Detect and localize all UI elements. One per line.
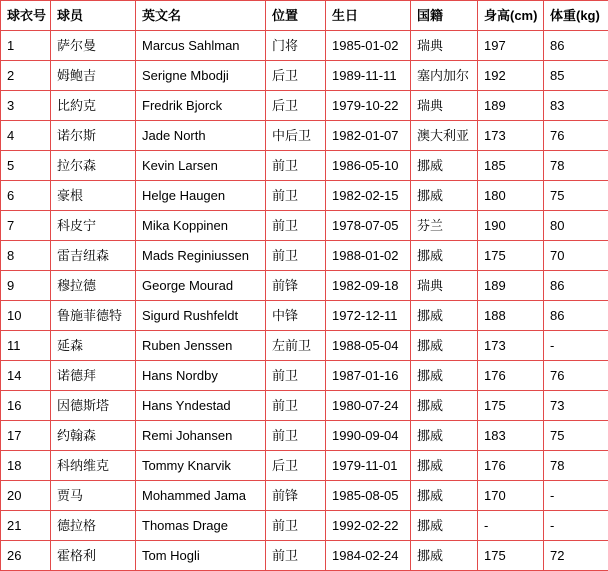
cell-height: 170 [478,481,544,511]
cell-birthday: 1982-01-07 [326,121,411,151]
cell-position: 后卫 [266,61,326,91]
cell-birthday: 1985-08-05 [326,481,411,511]
cell-height: 176 [478,361,544,391]
cell-weight: 78 [544,151,608,181]
cell-position: 前卫 [266,541,326,571]
cell-player: 科纳维克 [51,451,136,481]
cell-english-name: Mads Reginiussen [136,241,266,271]
cell-player: 雷吉纽森 [51,241,136,271]
cell-english-name: Hans Nordby [136,361,266,391]
cell-nationality: 挪威 [411,481,478,511]
cell-jersey-number: 9 [1,271,51,301]
cell-jersey-number: 8 [1,241,51,271]
cell-position: 前锋 [266,481,326,511]
cell-height: 175 [478,241,544,271]
cell-height: 188 [478,301,544,331]
cell-player: 因德斯塔 [51,391,136,421]
cell-height: 176 [478,451,544,481]
table-row [1,271,608,301]
cell-position: 后卫 [266,451,326,481]
cell-height: 190 [478,211,544,241]
table-row [1,391,608,421]
cell-weight: 78 [544,451,608,481]
cell-player: 德拉格 [51,511,136,541]
table-row [1,61,608,91]
cell-weight: - [544,331,608,361]
cell-height: 183 [478,421,544,451]
column-header-english-name: 英文名 [136,1,266,31]
cell-height: 189 [478,271,544,301]
cell-birthday: 1990-09-04 [326,421,411,451]
cell-english-name: Thomas Drage [136,511,266,541]
cell-birthday: 1982-09-18 [326,271,411,301]
cell-weight: 72 [544,541,608,571]
cell-height: - [478,511,544,541]
cell-position: 前卫 [266,421,326,451]
cell-player: 科皮宁 [51,211,136,241]
cell-weight: 83 [544,91,608,121]
table-row [1,91,608,121]
cell-english-name: Remi Johansen [136,421,266,451]
cell-nationality: 挪威 [411,151,478,181]
cell-weight: 86 [544,31,608,61]
column-header-jersey-number: 球衣号 [1,1,51,31]
table-row [1,541,608,571]
cell-nationality: 芬兰 [411,211,478,241]
cell-english-name: Kevin Larsen [136,151,266,181]
cell-nationality: 瑞典 [411,31,478,61]
table-header [1,1,608,31]
cell-birthday: 1987-01-16 [326,361,411,391]
cell-nationality: 瑞典 [411,91,478,121]
cell-position: 门将 [266,31,326,61]
cell-birthday: 1988-05-04 [326,331,411,361]
table-header-row [1,1,608,31]
table-row [1,31,608,61]
cell-nationality: 挪威 [411,391,478,421]
cell-nationality: 塞内加尔 [411,61,478,91]
cell-player: 约翰森 [51,421,136,451]
cell-position: 中后卫 [266,121,326,151]
cell-nationality: 挪威 [411,451,478,481]
cell-english-name: Helge Haugen [136,181,266,211]
cell-birthday: 1984-02-24 [326,541,411,571]
cell-jersey-number: 4 [1,121,51,151]
cell-english-name: Tommy Knarvik [136,451,266,481]
cell-nationality: 挪威 [411,361,478,391]
cell-nationality: 澳大利亚 [411,121,478,151]
cell-weight: 85 [544,61,608,91]
cell-weight: 86 [544,271,608,301]
cell-jersey-number: 1 [1,31,51,61]
cell-jersey-number: 18 [1,451,51,481]
table-body [1,31,608,571]
cell-english-name: Hans Yndestad [136,391,266,421]
cell-position: 前卫 [266,241,326,271]
cell-position: 前卫 [266,391,326,421]
cell-jersey-number: 16 [1,391,51,421]
cell-birthday: 1979-10-22 [326,91,411,121]
cell-position: 前卫 [266,361,326,391]
cell-height: 173 [478,121,544,151]
cell-nationality: 挪威 [411,181,478,211]
cell-position: 前卫 [266,511,326,541]
cell-birthday: 1988-01-02 [326,241,411,271]
cell-height: 180 [478,181,544,211]
cell-player: 豪根 [51,181,136,211]
cell-jersey-number: 5 [1,151,51,181]
cell-birthday: 1985-01-02 [326,31,411,61]
cell-height: 189 [478,91,544,121]
cell-jersey-number: 10 [1,301,51,331]
column-header-birthday: 生日 [326,1,411,31]
cell-english-name: Marcus Sahlman [136,31,266,61]
cell-english-name: Sigurd Rushfeldt [136,301,266,331]
table-row [1,331,608,361]
cell-english-name: Mohammed Jama [136,481,266,511]
cell-english-name: George Mourad [136,271,266,301]
cell-height: 175 [478,541,544,571]
cell-position: 前卫 [266,211,326,241]
cell-weight: 80 [544,211,608,241]
cell-birthday: 1972-12-11 [326,301,411,331]
table-row [1,241,608,271]
cell-english-name: Tom Hogli [136,541,266,571]
cell-player: 拉尔森 [51,151,136,181]
cell-player: 萨尔曼 [51,31,136,61]
cell-english-name: Fredrik Bjorck [136,91,266,121]
cell-english-name: Mika Koppinen [136,211,266,241]
cell-weight: 75 [544,181,608,211]
cell-english-name: Serigne Mbodji [136,61,266,91]
cell-height: 197 [478,31,544,61]
cell-birthday: 1992-02-22 [326,511,411,541]
table-row [1,421,608,451]
cell-jersey-number: 21 [1,511,51,541]
cell-height: 192 [478,61,544,91]
cell-jersey-number: 2 [1,61,51,91]
cell-jersey-number: 26 [1,541,51,571]
cell-nationality: 挪威 [411,541,478,571]
cell-birthday: 1989-11-11 [326,61,411,91]
cell-nationality: 挪威 [411,301,478,331]
cell-player: 诺德拜 [51,361,136,391]
cell-jersey-number: 11 [1,331,51,361]
cell-position: 中锋 [266,301,326,331]
column-header-player: 球员 [51,1,136,31]
cell-position: 前锋 [266,271,326,301]
cell-weight: - [544,481,608,511]
column-header-position: 位置 [266,1,326,31]
cell-position: 前卫 [266,151,326,181]
cell-player: 延森 [51,331,136,361]
cell-player: 比約克 [51,91,136,121]
cell-nationality: 挪威 [411,331,478,361]
cell-position: 前卫 [266,181,326,211]
cell-nationality: 挪威 [411,241,478,271]
cell-nationality: 瑞典 [411,271,478,301]
cell-player: 鲁施菲德特 [51,301,136,331]
cell-jersey-number: 7 [1,211,51,241]
cell-birthday: 1980-07-24 [326,391,411,421]
cell-position: 后卫 [266,91,326,121]
cell-weight: - [544,511,608,541]
cell-weight: 75 [544,421,608,451]
cell-weight: 70 [544,241,608,271]
cell-nationality: 挪威 [411,421,478,451]
cell-birthday: 1982-02-15 [326,181,411,211]
cell-weight: 76 [544,121,608,151]
column-header-weight: 体重(kg) [544,1,608,31]
cell-weight: 73 [544,391,608,421]
cell-player: 穆拉德 [51,271,136,301]
cell-jersey-number: 3 [1,91,51,121]
table-row [1,211,608,241]
cell-height: 175 [478,391,544,421]
table-row [1,301,608,331]
cell-weight: 86 [544,301,608,331]
cell-height: 173 [478,331,544,361]
cell-jersey-number: 6 [1,181,51,211]
cell-height: 185 [478,151,544,181]
cell-player: 诺尔斯 [51,121,136,151]
cell-english-name: Jade North [136,121,266,151]
column-header-height: 身高(cm) [478,1,544,31]
cell-player: 贾马 [51,481,136,511]
cell-nationality: 挪威 [411,511,478,541]
cell-birthday: 1979-11-01 [326,451,411,481]
table-row [1,361,608,391]
table-row [1,151,608,181]
cell-weight: 76 [544,361,608,391]
cell-jersey-number: 17 [1,421,51,451]
cell-english-name: Ruben Jenssen [136,331,266,361]
table-row [1,481,608,511]
table-row [1,451,608,481]
cell-player: 姆鲍吉 [51,61,136,91]
cell-player: 霍格利 [51,541,136,571]
table-row [1,121,608,151]
cell-jersey-number: 20 [1,481,51,511]
cell-position: 左前卫 [266,331,326,361]
cell-birthday: 1978-07-05 [326,211,411,241]
cell-jersey-number: 14 [1,361,51,391]
table-row [1,181,608,211]
table-row [1,511,608,541]
column-header-nationality: 国籍 [411,1,478,31]
cell-birthday: 1986-05-10 [326,151,411,181]
